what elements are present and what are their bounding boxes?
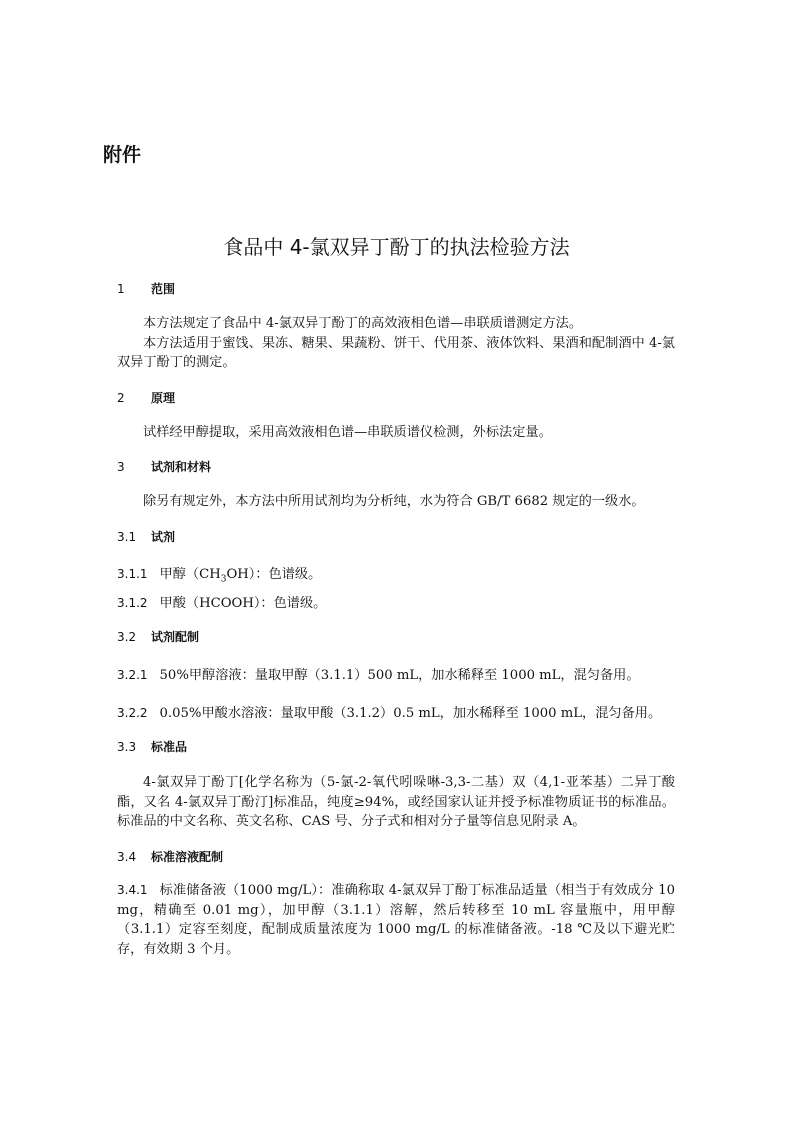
section-3-1-heading: [117, 529, 175, 545]
paragraph: 本方法适用于蜜饯、果冻、糖果、果蔬粉、饼干、代用茶、液体饮料、果酒和配制酒中 4-氯双异丁酚丁的测定。: [117, 335, 675, 370]
section-1-heading: [117, 281, 175, 297]
clause-3-1-1: [117, 565, 675, 590]
section-2-heading: [117, 390, 175, 406]
section-number: 3: [117, 460, 125, 474]
paragraph: 试样经甲醇提取，采用高效液相色谱—串联质谱仪检测，外标法定量。: [143, 425, 552, 440]
section-3-4-heading: [117, 849, 223, 865]
paragraph: 4-氯双异丁酚丁[化学名称为（5-氯-2-氧代吲哚啉-3,3-二基）双（4,1-亚苯基）二异丁酸酯，又名 4-氯双异丁酚汀]标准品，纯度≥94%，或经国家认证并授予标准物质证书的标准品。标准品的中文名称、英文名称、CAS 号、分子式和相对分子量等信息见附录 A。: [117, 775, 675, 829]
section-number: 2: [117, 391, 125, 405]
clause-text: 甲酸（HCOOH）：色谱级。: [159, 596, 327, 611]
paragraph: 本方法规定了食品中 4-氯双异丁酚丁的高效液相色谱—串联质谱测定方法。: [143, 316, 583, 331]
clause-text: OH）：色谱级。: [226, 567, 322, 582]
section-title: 范围: [151, 282, 176, 296]
clause-3-1-2: [117, 594, 675, 614]
clause-3-2-2: [117, 704, 675, 724]
clause-text: 50%甲醇溶液：量取甲醇（3.1.1）500 mL，加水稀释至 1000 mL，混匀备用。: [159, 668, 640, 683]
section-title: 试剂: [151, 530, 176, 544]
annex-label: 附件: [103, 144, 142, 166]
section-number: 3.3: [117, 740, 137, 754]
clause-number: 3.4.1: [117, 883, 148, 897]
section-number: 1: [117, 282, 125, 296]
section-title: 原理: [151, 391, 176, 405]
section-title: 标准溶液配制: [151, 850, 224, 864]
section-3-3-heading: [117, 739, 187, 755]
section-title: 试剂和材料: [151, 460, 212, 474]
paragraph: 除另有规定外，本方法中所用试剂均为分析纯，水为符合 GB/T 6682 规定的一级水。: [143, 494, 645, 509]
section-number: 3.1: [117, 530, 137, 544]
clause-3-4-1: [117, 881, 675, 959]
section-3-heading: [117, 459, 211, 475]
clause-number: 3.2.2: [117, 706, 148, 720]
section-number: 3.4: [117, 850, 137, 864]
document-title: 食品中 4-氯双异丁酚丁的执法检验方法: [223, 235, 570, 259]
clause-number: 3.1.2: [117, 596, 148, 610]
clause-text: 标准储备液（1000 mg/L）：准确称取 4-氯双异丁酚丁标准品适量（相当于有效成分 10 mg，精确至 0.01 mg），加甲醇（3.1.1）溶解，然后转移至 10 mL 容量瓶中，用甲醇（3.1.1）定容至刻度，配制成质量浓度为 1000 mg/L 的标准储备液。-18 ℃及以下避光贮存，有效期 3 个月。: [117, 883, 675, 957]
section-number: 3.2: [117, 630, 137, 644]
clause-number: 3.2.1: [117, 668, 148, 682]
clause-text: 0.05%甲酸水溶液：量取甲酸（3.1.2）0.5 mL，加水稀释至 1000 mL，混匀备用。: [159, 706, 662, 721]
subscript: 3: [220, 574, 227, 585]
section-3-2-heading: [117, 629, 199, 645]
section-title: 试剂配制: [151, 630, 200, 644]
section-title: 标准品: [151, 740, 188, 754]
clause-text: 甲醇（CH: [159, 567, 221, 582]
clause-number: 3.1.1: [117, 567, 148, 581]
clause-3-2-1: [117, 666, 675, 686]
